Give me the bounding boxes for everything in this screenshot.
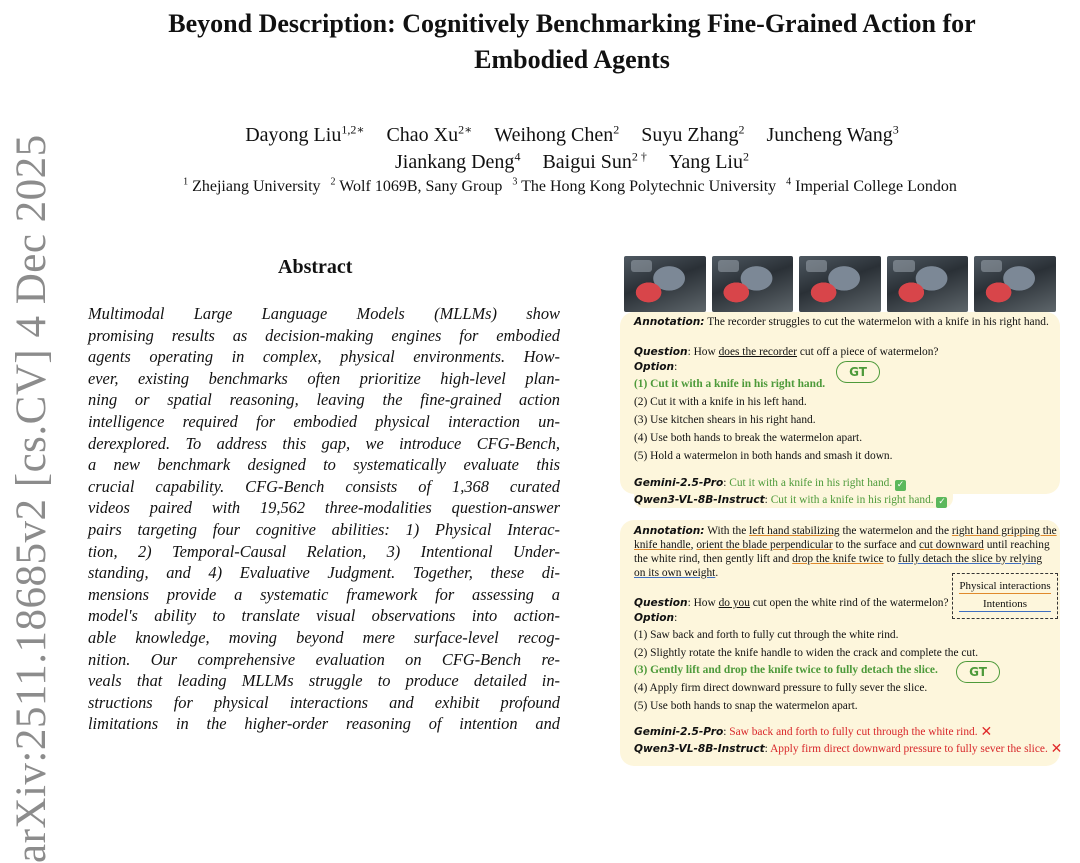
abstract-line: limitations in the higher-order reasoning of intention and: [88, 714, 560, 734]
abstract-line: videos paired with 19,562 three-modalities question-answer: [88, 498, 560, 518]
abstract-body: [88, 303, 560, 735]
title-line-1: Beyond Description: Cognitively Benchmarking Fine-Grained Action for: [168, 9, 976, 38]
abstract-line: ning or spatial reasoning, leaving the fine-grained action: [88, 390, 560, 410]
annotation-segment: knife handle: [634, 539, 691, 551]
affiliation: $^3$ The Hong Kong Polytechnic University: [512, 177, 777, 196]
option-1: (1) Cut it with a knife in his right hand.: [634, 378, 826, 390]
annotation-segment: the white rind, then gently lift and: [634, 553, 793, 565]
legend-intentions: Intentions: [959, 597, 1051, 612]
annotation-segment: .: [715, 567, 719, 579]
paper-title: [110, 6, 1034, 78]
abstract-line: able knowledge, moving beyond mere surface-level recog-: [88, 627, 560, 647]
option-label: Option:: [634, 612, 678, 624]
video-frame: [974, 256, 1056, 312]
affiliations: [60, 177, 1080, 196]
option-4: (4) Use both hands to break the watermelon apart.: [634, 432, 863, 444]
option-1: (1) Saw back and forth to fully cut through the white rind.: [634, 629, 899, 641]
option-2: (2) Slightly rotate the knife handle to widen the crack and complete the cut.: [634, 647, 979, 659]
author-affiliation-mark: 2∗: [458, 122, 473, 136]
author-name: Chao $Xu^{2∗}$: [386, 122, 473, 146]
cross-icon: ✕: [980, 724, 993, 740]
video-frame: [712, 256, 794, 312]
abstract-line: ever, existing benchmarks often prioritize high-level plan-: [88, 368, 560, 388]
option-label: Option:: [634, 361, 678, 373]
abstract-line: derexplored. To address this gap, we introduce CFG-Bench,: [88, 433, 560, 453]
video-frame: [887, 256, 969, 312]
abstract-line: structions for physical interactions and exhibit profound: [88, 692, 560, 712]
annotation-segment: cut downward: [918, 539, 984, 551]
option-2: (2) Cut it with a knife in his left hand.: [634, 396, 807, 408]
cross-icon: ✕: [1050, 741, 1063, 757]
abstract-line: standing, and 4) Evaluative Judgment. Together, these di-: [88, 563, 560, 583]
abstract-heading: Abstract: [278, 256, 353, 278]
arxiv-watermark: arXiv:2511.18685v2 [cs.CV] 4 Dec 2025: [8, 134, 55, 863]
author-name: Yang Liu$^2$: [668, 149, 749, 173]
title-line-2: Embodied Agents: [474, 45, 670, 74]
author-affiliation-mark: 3: [892, 122, 899, 136]
option-5: (5) Use both hands to snap the watermelon apart.: [634, 700, 858, 712]
abstract-line: mensions provide a systematic framework for assessing a: [88, 584, 560, 604]
affiliation: $^1$ Zhejiang University: [183, 177, 321, 196]
author-name: Juncheng Wang$^3$: [766, 122, 899, 146]
example-panel-1: [620, 312, 1060, 494]
abstract-line: nition. Our comprehensive evaluation on CFG-Bench re-: [88, 649, 560, 669]
author-affiliation-mark: 2: [738, 122, 745, 136]
option-5: (5) Hold a watermelon in both hands and smash it down.: [634, 450, 893, 462]
affiliation: $^2$ Wolf 1069B, Sany Group: [330, 177, 503, 196]
author-name: Baigui Sun$^{2 \dagger}$: [542, 149, 647, 173]
annotation-segment: left hand stabilizing: [749, 525, 840, 537]
author-name: Weihong Chen$^2$: [494, 122, 620, 146]
annotation-segment: fully detach the slice by relying: [898, 553, 1043, 565]
author-affiliation-mark: 4: [514, 149, 521, 163]
video-frame: [799, 256, 881, 312]
annotation-segment: right hand gripping the: [951, 525, 1057, 537]
author-affiliation-mark: 1,2∗: [341, 122, 365, 136]
abstract-line: agents operating in complex, physical environments. How-: [88, 347, 560, 367]
question-line: Question: How does the recorder cut off a piece of watermelon?: [634, 346, 939, 358]
annotation-segment: drop the knife twice: [792, 553, 884, 565]
author-name: Jiankang Deng$^4$: [395, 149, 521, 173]
legend-physical-interactions: Physical interactions: [959, 580, 1051, 592]
gt-badge: GT: [836, 361, 880, 383]
check-icon: ✓: [938, 497, 946, 507]
example-panel-2: [620, 520, 1063, 766]
model-1-answer: Gemini-2.5-Pro: Saw back and forth to fully cut through the white rind. ✕: [634, 724, 993, 740]
model-1-answer: Gemini-2.5-Pro: Cut it with a knife in his right hand. ✓: [634, 477, 905, 490]
authors-row-2: [100, 143, 1044, 175]
annotation-line: Annotation: The recorder struggles to cut the watermelon with a knife in his right hand.: [634, 316, 1049, 328]
affiliation: $^4$ Imperial College London: [786, 177, 957, 196]
author-name: Suyu Zhang$^2$: [641, 122, 745, 146]
author-name: Dayong Liu$^{1,2∗}$: [245, 122, 365, 146]
abstract-line: tion, 2) Temporal-Causal Relation, 3) Intentional Under-: [88, 541, 560, 561]
option-4: (4) Apply firm direct downward pressure to fully sever the slice.: [634, 682, 928, 694]
annotation-line-4: [634, 566, 718, 582]
abstract-line: crucial capability. CFG-Bench consists of 1,368 curated: [88, 476, 560, 496]
model-2-answer: Qwen3-VL-8B-Instruct: Apply firm direct downward pressure to fully sever the slice. ✕: [634, 741, 1063, 757]
abstract-line: veals that leading MLLMs struggle to produce detailed in-: [88, 671, 560, 691]
annotation-segment: ,: [690, 539, 697, 551]
annotation-segment: to: [883, 553, 899, 565]
check-icon: ✓: [896, 480, 905, 490]
abstract-line: promising results as decision-making engines for embodied: [88, 325, 560, 345]
abstract-line: a new benchmark designed to systematically evaluate this: [88, 455, 560, 475]
model-2-answer: Qwen3-VL-8B-Instruct: Cut it with a knife in his right hand. ✓: [634, 494, 953, 508]
annotation-segment: the watermelon and the: [839, 525, 952, 537]
option-3: (3) Gently lift and drop the knife twice to fully detach the slice.: [634, 664, 938, 676]
annotation-segment: on its own weight: [634, 567, 716, 579]
video-frames: [624, 256, 1056, 312]
annotation-segment: orient the blade perpendicular: [696, 539, 833, 551]
author-affiliation-mark: 2: [742, 149, 749, 163]
legend-box: [952, 573, 1058, 619]
abstract-line: intelligence required for embodied physical interaction un-: [88, 411, 560, 431]
author-affiliation-mark: 2 †: [631, 149, 647, 163]
abstract-line: Multimodal Large Language Models (MLLMs) show: [88, 304, 560, 323]
video-frame: [624, 256, 706, 312]
option-3: (3) Use kitchen shears in his right hand.: [634, 414, 816, 426]
annotation-line-1: Annotation: With the left hand stabilizing the watermelon and the right hand gripping the: [634, 525, 1057, 537]
author-affiliation-mark: 2: [613, 122, 620, 136]
abstract-line: pairs targeting four cognitive abilities: 1) Physical Interac-: [88, 519, 560, 539]
question-line: Question: How do you cut open the white rind of the watermelon?: [634, 597, 949, 609]
annotation-segment: to the surface and: [832, 539, 919, 551]
annotation-segment: until reaching: [983, 539, 1050, 551]
gt-badge: GT: [956, 661, 1000, 683]
annotation-segment: With the: [707, 525, 750, 537]
abstract-line: model's ability to translate visual observations into action-: [88, 606, 560, 626]
